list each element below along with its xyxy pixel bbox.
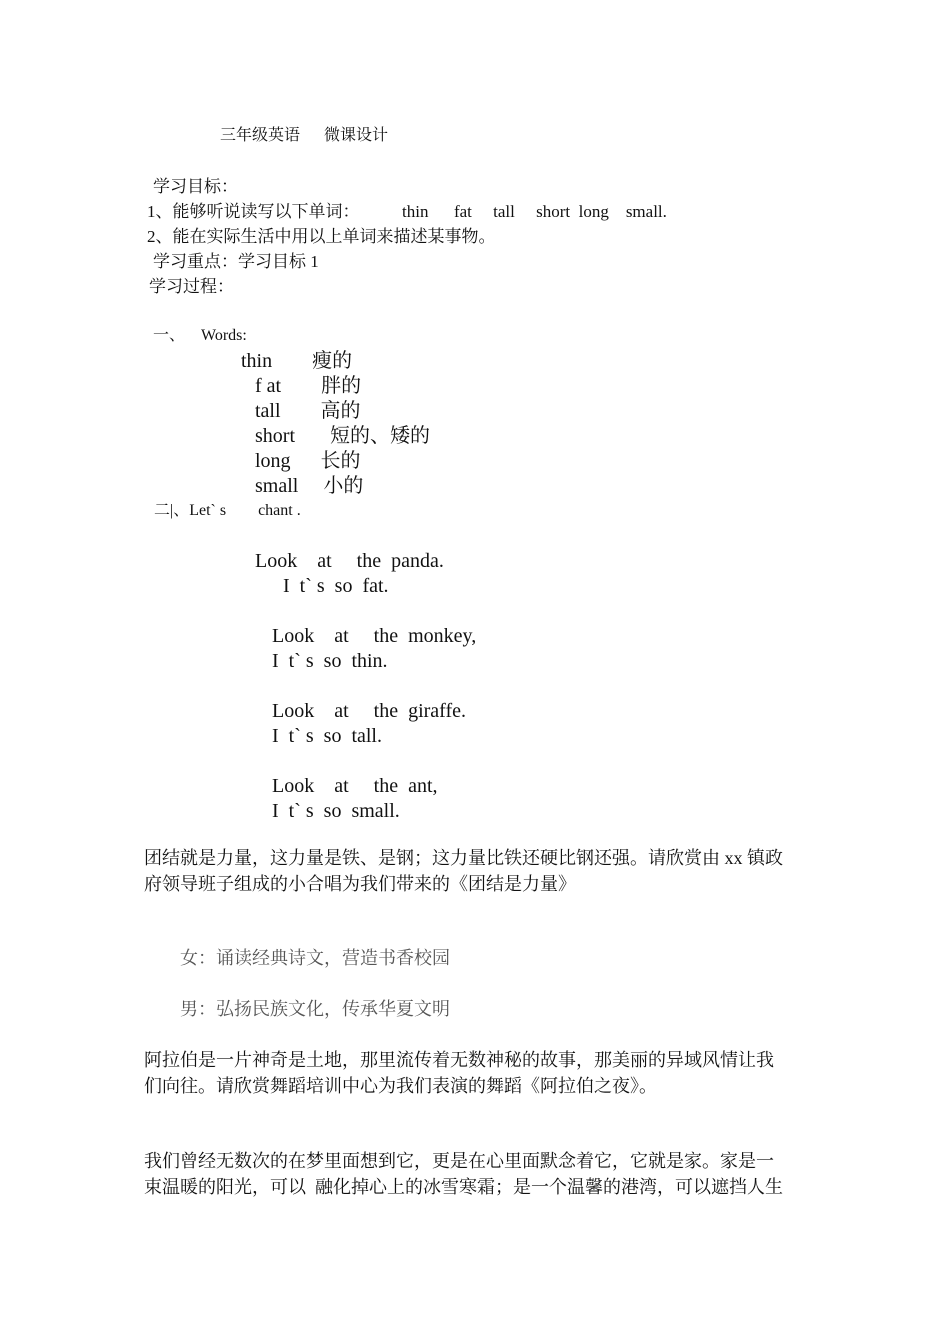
word-item: thin 瘦的: [241, 350, 353, 372]
word-item: long 长的: [255, 450, 361, 472]
paragraph-line: 束温暖的阳光，可以 融化掉心上的冰雪寒霜；是一个温馨的港湾，可以遮挡人生: [144, 1177, 783, 1197]
objective-item-1: 1、能够听说读写以下单词： thin fat tall short long small.: [147, 202, 667, 221]
objectives-heading: 学习目标：: [153, 177, 238, 196]
paragraph-line: 府领导班子组成的小合唱为我们带来的《团结是力量》: [144, 874, 576, 894]
female-line: 女：诵读经典诗文，营造书香校园: [180, 948, 450, 968]
word-item: f at 胖的: [255, 375, 362, 397]
section-words-label: 一、 Words:: [153, 327, 247, 344]
word-item: short 短的、矮的: [255, 425, 430, 447]
process-heading: 学习过程：: [149, 277, 234, 296]
paragraph-line: 们向往。请欣赏舞蹈培训中心为我们表演的舞蹈《阿拉伯之夜》。: [144, 1076, 657, 1096]
word-item: tall 高的: [255, 400, 361, 422]
chant-line: I t` s so tall.: [272, 725, 382, 747]
focus-line: 学习重点：学习目标 1: [153, 252, 319, 271]
male-line: 男：弘扬民族文化，传承华夏文明: [180, 999, 450, 1019]
paragraph-line: 团结就是力量，这力量是铁、是钢；这力量比铁还硬比钢还强。请欣赏由 xx 镇政: [144, 848, 783, 868]
chant-line: I t` s so small.: [272, 800, 400, 822]
objective-item-2: 2、能在实际生活中用以上单词来描述某事物。: [147, 227, 496, 246]
chant-line: Look at the giraffe.: [272, 700, 467, 722]
chant-line: I t` s so fat.: [283, 575, 389, 597]
chant-line: Look at the panda.: [255, 550, 444, 572]
chant-line: Look at the ant,: [272, 775, 438, 797]
chant-line: I t` s so thin.: [272, 650, 388, 672]
paragraph-line: 我们曾经无数次的在梦里面想到它，更是在心里面默念着它，它就是家。家是一: [144, 1151, 774, 1171]
section-chant-label: 二|、Let` s chant .: [154, 502, 301, 519]
paragraph-line: 阿拉伯是一片神奇是土地，那里流传着无数神秘的故事，那美丽的异域风情让我: [144, 1050, 774, 1070]
chant-line: Look at the monkey,: [272, 625, 477, 647]
document-title: 三年级英语 微课设计: [220, 127, 389, 144]
word-item: small 小的: [255, 475, 364, 497]
